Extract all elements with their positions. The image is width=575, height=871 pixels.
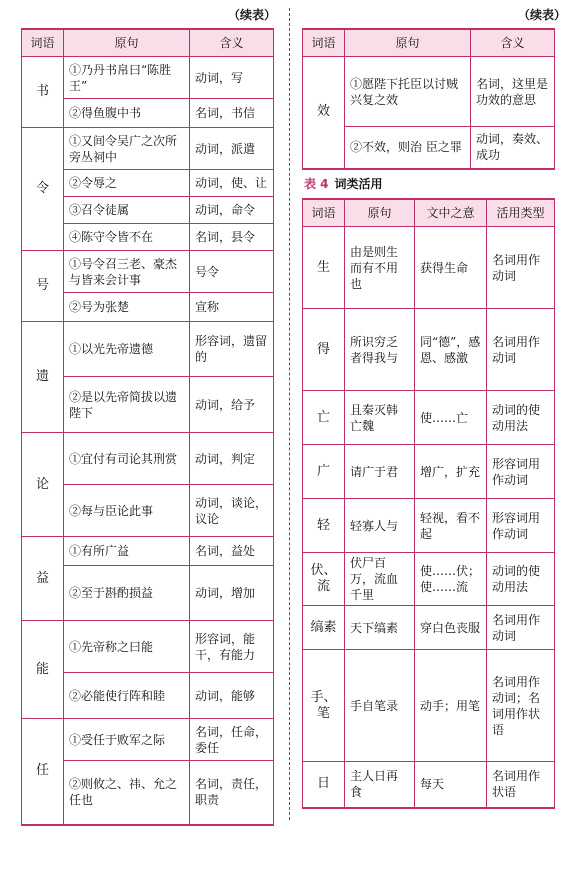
word-cell: 任 <box>22 719 64 825</box>
header-sentence: 原句 <box>64 29 190 57</box>
table-row <box>22 322 274 377</box>
sentence-cell: ②令辱之 <box>64 170 190 197</box>
type-cell: 名词用作动词 <box>487 309 555 391</box>
table-row <box>303 227 555 309</box>
header-word: 词语 <box>303 29 345 57</box>
type-cell: 形容词用作动词 <box>487 445 555 499</box>
table-row <box>22 719 274 761</box>
type-cell: 名词用作动词；名词用作状语 <box>487 650 555 762</box>
header-word: 词语 <box>303 199 345 227</box>
sentence-cell: ②不效，则治 臣之罪 <box>345 127 471 169</box>
header-meaning: 含义 <box>471 29 555 57</box>
table-row <box>303 309 555 391</box>
table4-number: 表 4 <box>304 177 329 191</box>
sentence-cell: ①先帝称之曰能 <box>64 621 190 673</box>
header-sentence: 原句 <box>345 29 471 57</box>
table-row <box>303 499 555 553</box>
meaning-cell: 动词，使、让 <box>190 170 274 197</box>
meaning-cell: 名词，责任，职责 <box>190 761 274 825</box>
sentence-cell: ②则攸之、祎、允之任也 <box>64 761 190 825</box>
sentence-cell: ②每与臣论此事 <box>64 485 190 537</box>
sentence-cell: 天下缟素 <box>345 606 415 650</box>
sentence-cell: ①有所广益 <box>64 537 190 566</box>
word-cell: 手、笔 <box>303 650 345 762</box>
meaning-cell: 动词，命令 <box>190 197 274 224</box>
table-row <box>303 606 555 650</box>
sentence-cell: ①乃丹书帛曰“陈胜王” <box>64 57 190 99</box>
meaning-cell: 轻视，看不起 <box>415 499 487 553</box>
meaning-cell: 名词，这里是功效的意思 <box>471 57 555 127</box>
sentence-cell: ④陈守令皆不在 <box>64 224 190 251</box>
word-cell: 轻 <box>303 499 345 553</box>
word-cell: 益 <box>22 537 64 621</box>
sentence-cell: ②得鱼腹中书 <box>64 99 190 128</box>
sentence-cell: ①受任于败军之际 <box>64 719 190 761</box>
meaning-cell: 穿白色丧服 <box>415 606 487 650</box>
meaning-cell: 使……亡 <box>415 391 487 445</box>
meaning-cell: 增广，扩充 <box>415 445 487 499</box>
word-cell: 亡 <box>303 391 345 445</box>
table-row <box>303 650 555 762</box>
meaning-cell: 动词，给予 <box>190 377 274 433</box>
meaning-cell: 动手；用笔 <box>415 650 487 762</box>
table-row <box>22 433 274 485</box>
meaning-cell: 名词，书信 <box>190 99 274 128</box>
table-row <box>303 553 555 606</box>
type-cell: 名词用作动词 <box>487 606 555 650</box>
meaning-cell: 形容词，能干，有能力 <box>190 621 274 673</box>
sentence-cell: ②号为张楚 <box>64 293 190 322</box>
header-type: 活用类型 <box>487 199 555 227</box>
type-cell: 动词的使动用法 <box>487 553 555 606</box>
table-row <box>22 621 274 673</box>
meaning-cell: 动词，写 <box>190 57 274 99</box>
sentence-cell: ①号令召三老、豪杰与皆来会计事 <box>64 251 190 293</box>
table-row <box>22 128 274 170</box>
meaning-cell: 名词，任命，委任 <box>190 719 274 761</box>
sentence-cell: 所识穷乏者得我与 <box>345 309 415 391</box>
type-cell: 动词的使动用法 <box>487 391 555 445</box>
sentence-cell: 且秦灭韩亡魏 <box>345 391 415 445</box>
word-cell: 效 <box>303 57 345 169</box>
word-cell: 书 <box>22 57 64 128</box>
table4-caption <box>304 175 383 192</box>
sentence-cell: 伏尸百万，流血千里 <box>345 553 415 606</box>
meaning-cell: 动词，判定 <box>190 433 274 485</box>
word-cell: 缟素 <box>303 606 345 650</box>
word-cell: 伏、流 <box>303 553 345 606</box>
table-row <box>22 57 274 99</box>
table-row <box>303 445 555 499</box>
meaning-cell: 宣称 <box>190 293 274 322</box>
sentence-cell: 由是则生而有不用也 <box>345 227 415 309</box>
continued-label-left: （续表） <box>228 8 277 22</box>
word-cell: 论 <box>22 433 64 537</box>
word-cell: 号 <box>22 251 64 322</box>
table-row <box>303 57 555 127</box>
word-cell: 能 <box>22 621 64 719</box>
sentence-cell: 主人日再食 <box>345 762 415 808</box>
type-cell: 形容词用作动词 <box>487 499 555 553</box>
word-cell: 令 <box>22 128 64 251</box>
sentence-cell: ②必能使行阵和睦 <box>64 673 190 719</box>
table-header-row <box>303 29 555 57</box>
sentence-cell: ①愿陛下托臣以讨贼兴复之效 <box>345 57 471 127</box>
meaning-cell: 名词，益处 <box>190 537 274 566</box>
meaning-cell: 每天 <box>415 762 487 808</box>
table-header-row <box>303 199 555 227</box>
type-cell: 名词用作状语 <box>487 762 555 808</box>
table-row <box>303 391 555 445</box>
table-row <box>22 251 274 293</box>
meaning-cell: 使……伏；使……流 <box>415 553 487 606</box>
continued-label-right: （续表） <box>518 8 567 22</box>
meaning-cell: 动词，奏效、成功 <box>471 127 555 169</box>
column-divider <box>289 8 290 820</box>
word-class-table <box>302 198 555 809</box>
table-row <box>303 762 555 808</box>
word-cell: 得 <box>303 309 345 391</box>
meaning-cell: 动词，能够 <box>190 673 274 719</box>
sentence-cell: ①又间令吴广之次所旁丛祠中 <box>64 128 190 170</box>
sentence-cell: ②是以先帝简拔以遗陛下 <box>64 377 190 433</box>
meaning-cell: 同“德”，感恩、感激 <box>415 309 487 391</box>
meaning-cell: 形容词，遗留的 <box>190 322 274 377</box>
table4-title: 词类活用 <box>334 177 383 191</box>
table-row <box>22 537 274 566</box>
sentence-cell: ①以光先帝遗德 <box>64 322 190 377</box>
meaning-cell: 名词，县令 <box>190 224 274 251</box>
header-meaning: 文中之意 <box>415 199 487 227</box>
sentence-cell: ①宜付有司论其刑赏 <box>64 433 190 485</box>
header-word: 词语 <box>22 29 64 57</box>
table-header-row <box>22 29 274 57</box>
sentence-cell: 手自笔录 <box>345 650 415 762</box>
meaning-cell: 动词，派遣 <box>190 128 274 170</box>
word-cell: 日 <box>303 762 345 808</box>
sentence-cell: ②至于斟酌损益 <box>64 566 190 621</box>
sentence-cell: 轻寡人与 <box>345 499 415 553</box>
word-cell: 遗 <box>22 322 64 433</box>
meaning-cell: 获得生命 <box>415 227 487 309</box>
vocab-table-left <box>21 28 274 826</box>
sentence-cell: 请广于君 <box>345 445 415 499</box>
vocab-table-right <box>302 28 555 170</box>
meaning-cell: 动词，增加 <box>190 566 274 621</box>
sentence-cell: ③召令徒属 <box>64 197 190 224</box>
meaning-cell: 号令 <box>190 251 274 293</box>
header-sentence: 原句 <box>345 199 415 227</box>
word-cell: 生 <box>303 227 345 309</box>
header-meaning: 含义 <box>190 29 274 57</box>
meaning-cell: 动词，谈论，议论 <box>190 485 274 537</box>
word-cell: 广 <box>303 445 345 499</box>
type-cell: 名词用作动词 <box>487 227 555 309</box>
